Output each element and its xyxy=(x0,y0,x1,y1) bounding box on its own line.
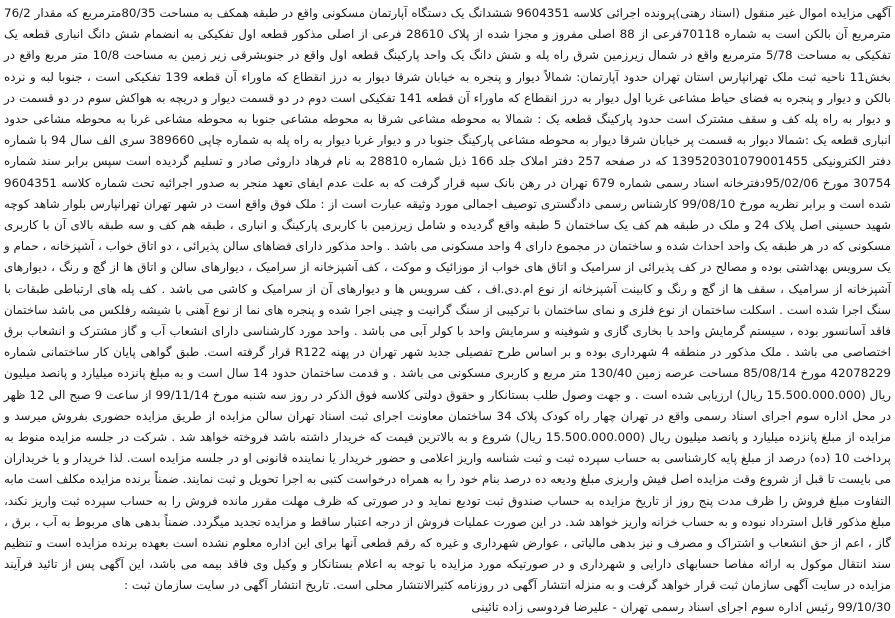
notice-body-text: آگهی مزایده اموال غیر منقول (اسناد رهنی)پرونده اجرائی کلاسه 9604351 ششدانگ یک دستگاه آپارتمان مسکونی واقع در طبقه همکف به مساحت 80/35مترمربع که مقدار 76/2 مترمربع آن بالکن است به شماره 70118فرعی از 88 اصلی مفروز و مجزا شده از پلاک 28610 فرعی از اصلی مذکور قطعه اول تفکیکی به انضمام شش دانگ انباری قطعه یک تفکیکی به مساحت 5/78 مترمربع واقع در شمال زیرزمین شرق راه پله و شش دانگ یک واحد پارکینگ قطعه اول واقع در جنوبشرقی زیر زمین به مساحت 10/8 متر مربع واقع در بخش11 ناحیه ثبت ملک تهرانپارس استان تهران حدود آپارتمان: شمالاً دیوار و پنجره به خیابان شرقا دیوار به درز انقطاع که ماوراء آن قطعه 139 تفکیکی است ، جنوبا لبه و نرده بالکن و دیوار و پنجره به فضای حیاط مشاعی غربا اول دیوار به درز انقطاع که ماوراء آن قطعه 141 تفکیکی است دوم در دو قسمت دیوار و دریچه به هواکش سوم در دو قسمت در و دیوار به راه پله کف و سقف مشترک است حدود پارکینگ قطعه یک : شمالا به محوطه مشاعی شرقا به محوطه مشاعی جنوبا به محوطه مشاعی غربا به محوطه مشاعی حدود انباری قطعه یک :شمالا دیوار به قسمت پر خیابان شرقا دیوار به محوطه مشاعی پارکینگ جنوبا در و دیوار غربا دیوار به راه پله به شماره چاپی 389660 سری الف سال 94 با شماره دفتر الکترونیکی 139520301079001455 که در صفحه 257 دفتر املاک جلد 166 ذیل شماره 28810 به نام فرهاد داروئی صادر و تسلیم گردیده است سپس برابر سند شماره 30754 مورخ 95/02/06دفترخانه اسناد رسمی شماره 679 تهران در رهن بانک سپه قرار گرفت که به علت عدم ایفای تعهد منجر به صدور اجرائیه تحت شماره کلاسه 9604351 شده است و برابر نظریه مورخ 99/08/10 کارشناس رسمی دادگستری توصیف اجمالی مورد وثیقه عبارت است از : ملک فوق واقع است در شهر تهران تهرانپارس بلوار شاهد کوچه شهید حسینی اصل پلاک 24 و ملک در طبقه هم کف یک ساختمان 5 طبقه واقع گردیده و شامل زیرزمین با کاربری پارکینگ و انباری ، طبقه هم کف و سه طبقه بالای آن با کاربری مسکونی که در هر طبقه یک واحد احداث شده و ساختمان در مجموع دارای 4 واحد مسکونی می باشد . واحد مذکور دارای فضاهای سالن پذیرائی ، دو اتاق خواب ، آشپزخانه ، حمام و یک سرویس بهداشتی بوده و مصالح در کف پذیرائی از سرامیک و اتاق های خواب از موزائیک و موکت ، کف آشپزخانه از سرامیک ، دیوارهای سالن و اتاق ها از گچ و رنگ ، دیوارهای آشپزخانه از سرامیک ، سقف ها از گچ و رنگ و کابینت آشپزخانه از نوع ام.دی.اف ، کف سرویس ها و دیوارهای آن از سرامیک و کاشی می باشد . کف پله های ارتباطی طبقات با سنگ اجرا شده است . اسکلت ساختمان از نوع فلزی و نمای ساختمان با ترکیبی از سنگ گرانیت و چینی اجرا شده و پنجره های نما از نوع آهنی با شیشه رفلکس می باشد ساختمان فاقد آسانسور بوده ، سیستم گرمایش واحد با بخاری گازی و شوفینه و سرمایش واحد با کولر آبی می باشد . واحد مورد کارشناسی دارای انشعاب آب و گاز مشترک و انشعاب برق اختصاصی می باشد . ملک مذکور در منطقه 4 شهرداری بوده و بر اساس طرح تفصیلی جدید شهر تهران در پهنه R122 قرار گرفته است. طبق گواهی پایان کار ساختمانی شماره 42078229 مورخ 85/08/14 مساحت عرصه زمین 130/40 متر مربع و کاربری مسکونی می باشد . و قدمت ساختمان حدود 14 سال است و به مبلغ پانزده میلیارد و پانصد میلیون ریال (15.500.000.000 ریال) ارزیابی شده است . و جهت وصول طلب بستانکار و حقوق دولتی کلاسه فوق الذکر در روز سه شنبه مورخ 99/11/14 از ساعت 9 صبح الی 12 ظهر در محل اداره سوم اجرای اسناد رسمی واقع در تهران چهار راه کودک پلاک 34 ساختمان معاونت اجرای ثبت اسناد تهران سالن مزایده از طریق مزایده حضوری بفروش میرسد و مزایده از مبلغ پانزده میلیارد و پانصد میلیون ریال (15.500.000.000 ریال) شروع و به بالاترین قیمت که خریدار داشته باشد فروخته خواهد شد . شرکت در جلسه مزایده منوط به پرداخت 10 (ده) درصد از مبلغ پایه کارشناسی به حساب سپرده ثبت و ثبت شناسه واریز اعلامی و حضور خریدار یا نماینده قانونی او در جلسه مزایده است. لذا خریدار و یا خریداران می بایست تا قبل از شروع وقت مزایده اصل فیش واریزی مبلغ ودیعه ده درصد بنام خود را به همراه درخواست کتبی به اجرا تحویل و ثبت نمایند. ضمناً برنده مزایده مکلف است مابه التفاوت مبلغ فروش را ظرف مدت پنج روز از تاریخ مزایده به حساب صندوق ثبت تودیع نماید و در صورتی که ظرف مهلت مقرر مانده فروش را به حساب سپرده ثبت واریز نکند، مبلغ مذکور قابل استرداد نبوده و به حساب خزانه واریز خواهد شد. در این صورت عملیات فروش از درجه اعتبار ساقط و مزایده تجدید میگردد. ضمناً بدهی های مربوط به آب ، برق ، گاز ، اعم از حق انشعاب و اشتراک و مصرف و نیز بدهی مالیاتی ، عوارض شهرداری و غیره که رقم قطعی آنها برای این اداره معلوم نشده است بعهده برنده مزایده است و تنظیم سند انتقال موکول به ارائه مفاصا حسابهای دارایی و شهرداری و در صورتیکه مورد مزایده با توجه به اعلام بستانکار و وکیل وی فاقد بیمه می باشد، این آگهی پس از تائید فرآیند مزایده در سایت آگهی سازمان ثبت قرار خواهد گرفت و به منزله انتشار آگهی در روزنامه کثیرالانتشار محلی است. تاریخ انتشار آگهی در سایت سازمان ثبت : xyxy=(4,6,892,593)
auction-notice xyxy=(4,3,892,614)
notice-footer-text: 99/10/30 رئیس اداره سوم اجرای اسناد رسمی تهران - علیرضا فردوسی زاده تائینی xyxy=(471,599,891,614)
